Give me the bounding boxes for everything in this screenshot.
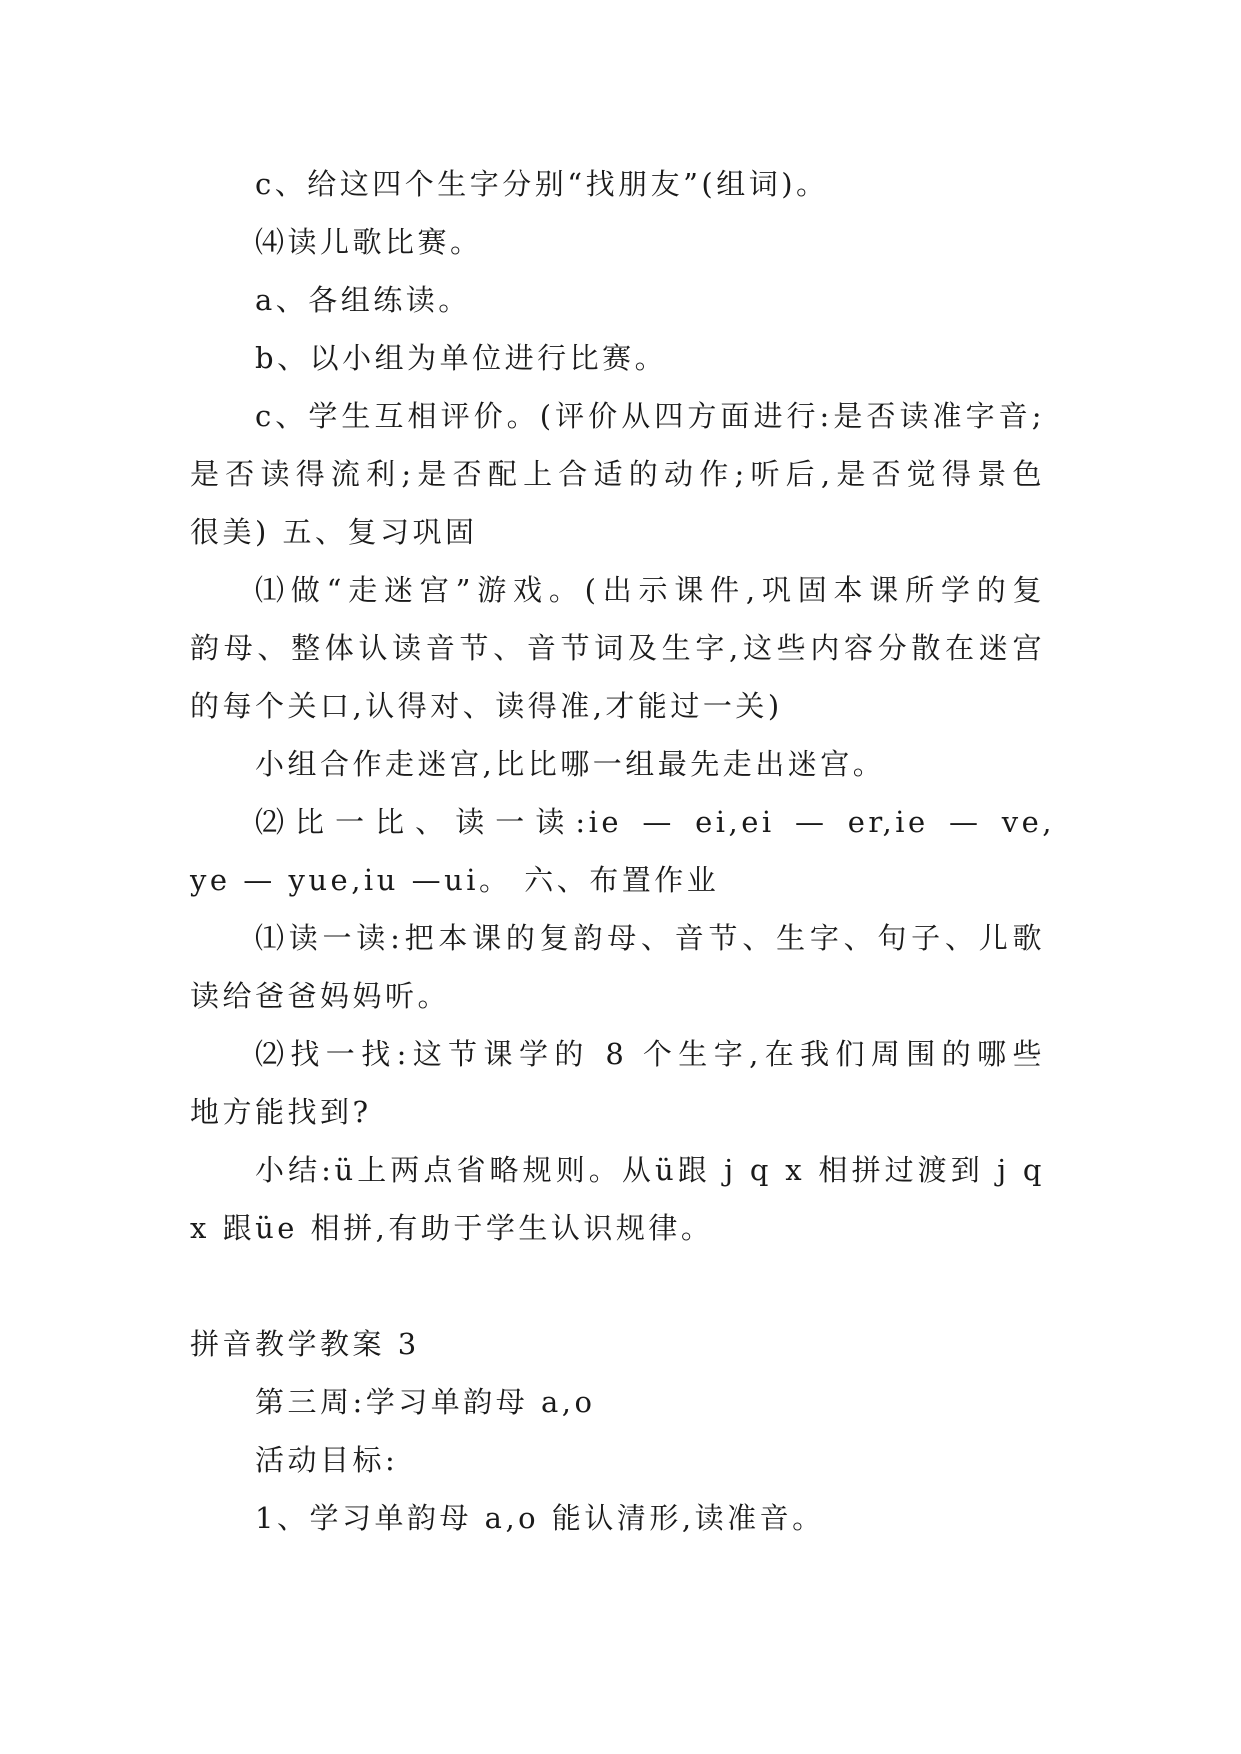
paragraph-line: 第三周:学习单韵母 a,o — [255, 1385, 596, 1419]
paragraph-line: 很美) 五、复习巩固 — [190, 515, 478, 549]
paragraph-line: 小组合作走迷宫,比比哪一组最先走出迷宫。 — [255, 747, 886, 781]
paragraph-line: ⑷读儿歌比赛。 — [255, 225, 483, 259]
paragraph-line: ⑵比一比、读一读:ie — ei,ei — er,ie — ve, — [255, 805, 1055, 839]
paragraph-line: c、学生互相评价。(评价从四方面进行:是否读准字音; — [255, 399, 1045, 433]
paragraph-line: 1、学习单韵母 a,o 能认清形,读准音。 — [255, 1501, 825, 1535]
section-title: 拼音教学教案 3 — [190, 1327, 420, 1361]
paragraph-line: 读给爸爸妈妈听。 — [190, 979, 451, 1013]
paragraph-line: a、各组练读。 — [255, 283, 471, 317]
paragraph-line: 韵母、整体认读音节、音节词及生字,这些内容分散在迷宫 — [190, 631, 1045, 665]
paragraph-line: ye — yue,iu —ui。 六、布置作业 — [190, 863, 720, 897]
paragraph-line: 小结:ü上两点省略规则。从ü跟 j q x 相拼过渡到 j q — [255, 1153, 1045, 1187]
paragraph-line: 的每个关口,认得对、读得准,才能过一关) — [190, 689, 783, 723]
paragraph-line: ⑴读一读:把本课的复韵母、音节、生字、句子、儿歌 — [255, 921, 1045, 955]
paragraph-line: ⑴做“走迷宫”游戏。(出示课件,巩固本课所学的复 — [255, 573, 1045, 607]
paragraph-line: 是否读得流利;是否配上合适的动作;听后,是否觉得景色 — [190, 457, 1045, 491]
paragraph-line: c、给这四个生字分别“找朋友”(组词)。 — [255, 167, 829, 201]
paragraph-line: b、以小组为单位进行比赛。 — [255, 341, 668, 375]
paragraph-line: ⑵找一找:这节课学的 8 个生字,在我们周围的哪些 — [255, 1037, 1045, 1071]
paragraph-line: 地方能找到? — [190, 1095, 372, 1129]
paragraph-line: x 跟üe 相拼,有助于学生认识规律。 — [190, 1211, 714, 1245]
paragraph-line: 活动目标: — [255, 1443, 399, 1477]
